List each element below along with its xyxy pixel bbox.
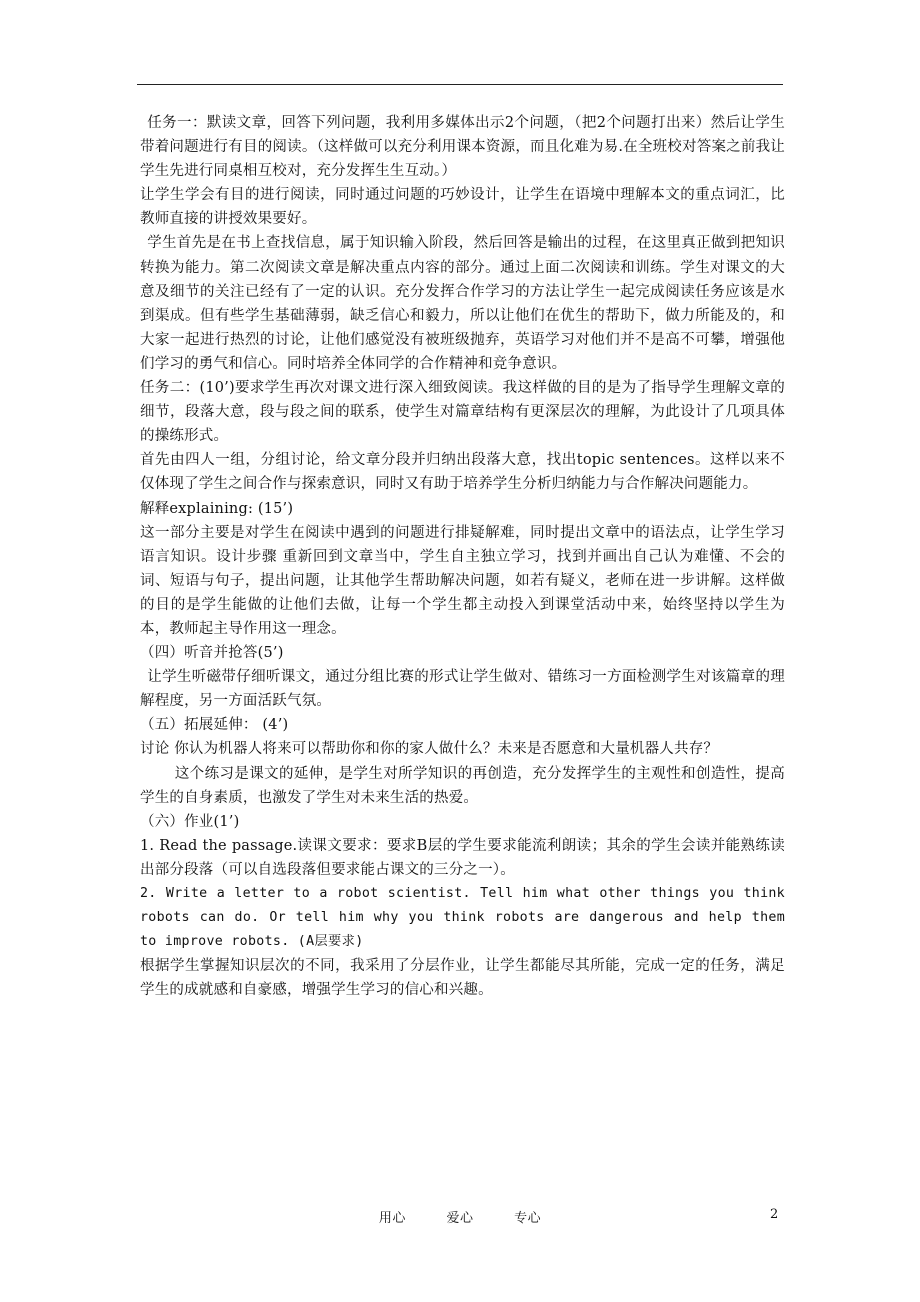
paragraph-homework-rationale: 根据学生掌握知识层次的不同，我采用了分层作业，让学生都能尽其所能，完成一定的任务，满足学生的成就感和自豪感，增强学生学习的信心和兴趣。 [140, 958, 785, 999]
header-rule [137, 84, 783, 85]
page-footer [0, 1207, 920, 1227]
paragraph-task-one: 任务一：默读文章，回答下列问题，我利用多媒体出示2个问题，（把2个问题打出来）然后让学生带着问题进行有目的阅读。（这样做可以充分利用课本资源，而且化难为易.在全班校对答案之前我让学生先进行同桌相互校对，充分发挥生生互动。） [140, 115, 785, 180]
footer-motto [0, 1207, 920, 1226]
heading-explaining: 解释explaining: (15’) [140, 500, 294, 517]
footer-motto-word: 用心 [378, 1211, 406, 1226]
footer-motto-word: 专心 [514, 1211, 542, 1226]
paragraph-discussion-question: 讨论 你认为机器人将来可以帮助你和你的家人做什么？未来是否愿意和大量机器人共存？ [140, 741, 719, 758]
paragraph-listening: 让学生听磁带仔细听课文，通过分组比赛的形式让学生做对、错练习一方面检测学生对该篇章的理解程度，另一方面活跃气氛。 [140, 669, 785, 710]
paragraph-task-two: 任务二：(10’)要求学生再次对课文进行深入细致阅读。我这样做的目的是为了指导学生理解文章的细节，段落大意，段与段之间的联系，使学生对篇章结构有更深层次的理解，为此设计了几项具体的操练形式。 [140, 380, 785, 445]
page-number: 2 [770, 1207, 779, 1222]
paragraph-task-one-analysis: 学生首先是在书上查找信息，属于知识输入阶段，然后回答是输出的过程，在这里真正做到把知识转换为能力。第二次阅读文章是解决重点内容的部分。通过上面二次阅读和训练。学生对课文的大意及细节的关注已经有了一定的认识。充分发挥合作学习的方法让学生一起完成阅读任务应该是水到渠成。但有些学生基础薄弱，缺乏信心和毅力，所以让他们在优生的帮助下，做力所能及的，和大家一起进行热烈的讨论，让他们感觉没有被班级抛弃，英语学习对他们并不是高不可攀，增强他们学习的勇气和信心。同时培养全体同学的合作精神和竞争意识。 [140, 235, 785, 372]
paragraph-explaining: 这一部分主要是对学生在阅读中遇到的问题进行排疑解难，同时提出文章中的语法点，让学生学习语言知识。设计步骤 重新回到文章当中，学生自主独立学习，找到并画出自己认为难懂、不会的词、短语与句子，提出问题，让其他学生帮助解决问题，如若有疑义，老师在进一步讲解。这样做的目的是学生能做的让他们去做，让每一个学生都主动投入到课堂活动中来，始终坚持以学生为本，教师起主导作用这一理念。 [140, 524, 785, 637]
paragraph-task-one-purpose: 让学生学会有目的进行阅读，同时通过问题的巧妙设计，让学生在语境中理解本文的重点词汇，比教师直接的讲授效果要好。 [140, 187, 785, 228]
homework-item-2: 2. Write a letter to a robot scientist. Tell him what other things you think robots can do. Or tell him why you think robots are dangerous and help them to improve robots. (A层要求) [140, 886, 785, 950]
heading-extension: （五）拓展延伸： (4’) [140, 717, 289, 734]
document-body [140, 111, 785, 1002]
heading-homework: （六）作业(1’) [140, 813, 240, 830]
paragraph-group-discussion: 首先由四人一组，分组讨论，给文章分段并归纳出段落大意，找出topic sentences。这样以来不仅体现了学生之间合作与探索意识，同时又有助于培养学生分析归纳能力与合作解决问题能力。 [140, 452, 786, 493]
heading-listening: （四）听音并抢答(5’) [140, 645, 284, 662]
homework-item-1: 1. Read the passage.读课文要求：要求B层的学生要求能流利朗读；其余的学生会读并能熟练读出部分段落（可以自选段落但要求能占课文的三分之一）。 [140, 837, 785, 878]
footer-motto-word: 爱心 [446, 1211, 474, 1226]
paragraph-extension-purpose: 这个练习是课文的延伸，是学生对所学知识的再创造，充分发挥学生的主观性和创造性，提高学生的自身素质，也激发了学生对未来生活的热爱。 [140, 765, 785, 806]
